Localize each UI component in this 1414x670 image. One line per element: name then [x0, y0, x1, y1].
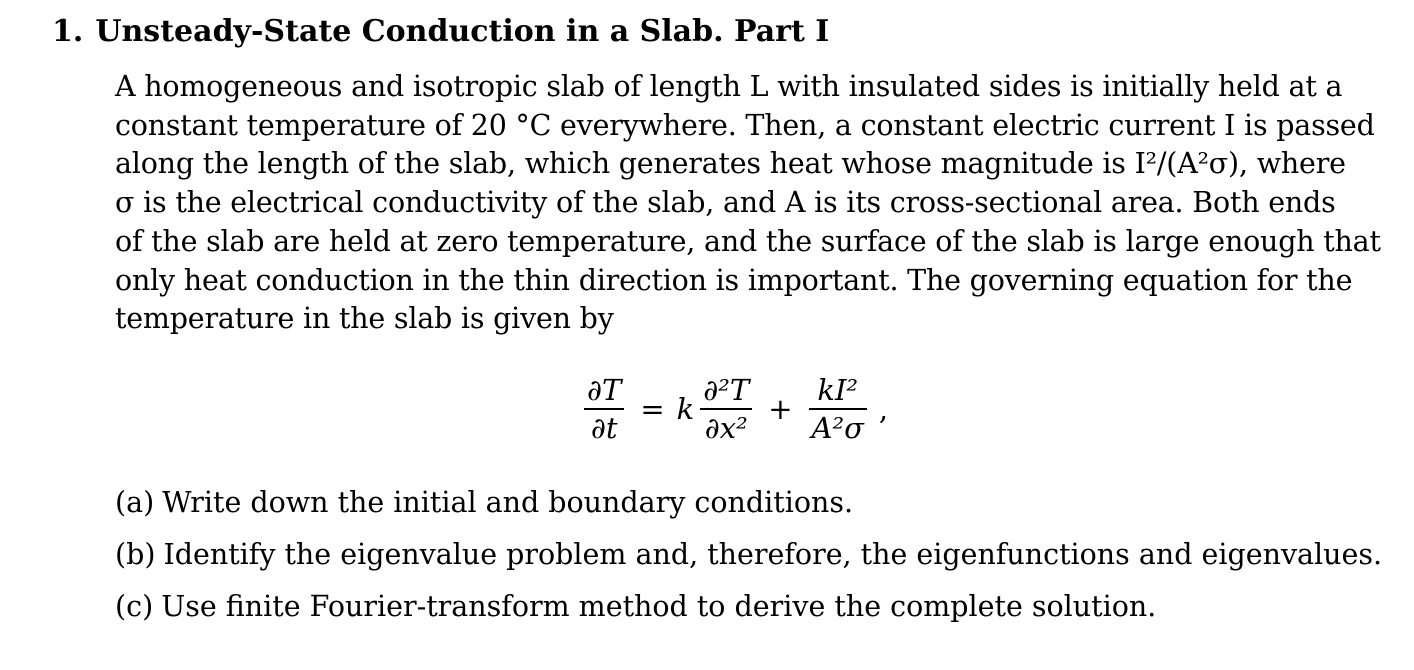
part-a — [115, 486, 853, 519]
diffusivity-coefficient: k — [676, 392, 695, 426]
second-derivative-denominator: ∂x² — [704, 410, 748, 445]
part-text: Identify the eigenvalue problem and, therefore, the eigenfunctions and eigenvalues. — [163, 538, 1383, 571]
lhs-numerator: ∂T — [587, 373, 622, 408]
statement-line-2: constant temperature of 20 °C everywhere. Then, a constant electric current I is passed — [115, 108, 1375, 142]
part-text: Write down the initial and boundary conditions. — [162, 486, 854, 519]
source-term-fraction — [809, 372, 867, 446]
time-derivative-fraction — [584, 372, 624, 446]
problem-title: Unsteady-State Conduction in a Slab. Part I — [95, 14, 830, 49]
governing-equation — [580, 364, 888, 454]
part-b — [115, 538, 1382, 571]
problem-number: 1. — [52, 14, 84, 49]
equation-comma: , — [878, 392, 889, 426]
part-text: Use finite Fourier-transform method to derive the complete solution. — [161, 590, 1157, 623]
statement-line-6: only heat conduction in the thin direction is important. The governing equation for the — [115, 263, 1353, 297]
statement-line-3: along the length of the slab, which generates heat whose magnitude is I²/(A²σ), where — [115, 147, 1346, 181]
statement-line-4: σ is the electrical conductivity of the slab, and A is its cross-sectional area. Both ends — [115, 186, 1336, 220]
second-derivative-fraction — [700, 372, 752, 446]
source-numerator: kI² — [817, 373, 859, 408]
statement-line-7: temperature in the slab is given by — [115, 302, 614, 336]
plus-sign: + — [768, 392, 793, 426]
problem-statement — [115, 68, 1381, 339]
part-label: (a) — [115, 486, 155, 519]
statement-line-1: A homogeneous and isotropic slab of length L with insulated sides is initially held at a — [115, 70, 1343, 103]
lhs-denominator: ∂t — [590, 410, 618, 445]
part-label: (b) — [115, 538, 156, 571]
problem-heading — [52, 14, 829, 49]
part-c — [115, 590, 1156, 623]
second-derivative-numerator: ∂²T — [703, 373, 750, 408]
equals-sign: = — [640, 392, 665, 426]
source-denominator: A²σ — [811, 410, 864, 445]
part-label: (c) — [115, 590, 154, 623]
statement-line-5: of the slab are held at zero temperature, and the surface of the slab is large enough that — [115, 224, 1381, 258]
